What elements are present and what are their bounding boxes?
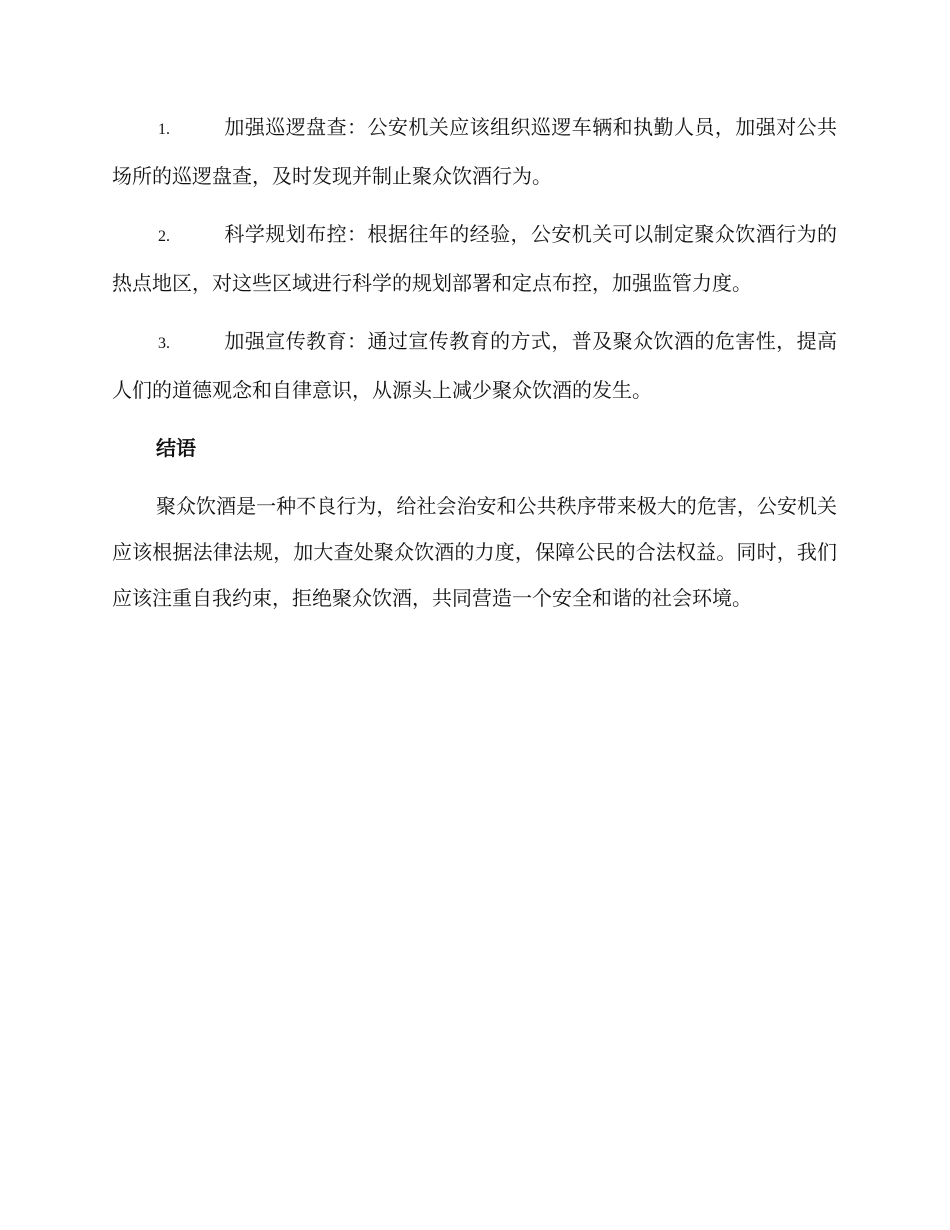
list-text: 科学规划布控：根据往年的经验，公安机关可以制定聚众饮酒行为的热点地区，对这些区域进行科学的规划部署和定点布控，加强监管力度。: [112, 222, 837, 295]
document-page: [112, 104, 837, 621]
section-heading: 结语: [156, 436, 196, 460]
list-number: 2.: [158, 228, 170, 245]
list-text: 加强巡逻盘查：公安机关应该组织巡逻车辆和执勤人员，加强对公共场所的巡逻盘查，及时发现并制止聚众饮酒行为。: [112, 115, 837, 188]
list-item-2: [112, 211, 837, 306]
conclusion-paragraph: 聚众饮酒是一种不良行为，给社会治安和公共秩序带来极大的危害，公安机关应该根据法律法规，加大查处聚众饮酒的力度，保障公民的合法权益。同时，我们应该注重自我约束，拒绝聚众饮酒，共同营造一个安全和谐的社会环境。: [112, 494, 837, 610]
list-item-3: [112, 318, 837, 413]
list-number: 3.: [158, 335, 170, 352]
list-text: 加强宣传教育：通过宣传教育的方式，普及聚众饮酒的危害性，提高人们的道德观念和自律意识，从源头上减少聚众饮酒的发生。: [112, 329, 837, 402]
list-number: 1.: [158, 121, 170, 138]
list-item-1: [112, 104, 837, 199]
